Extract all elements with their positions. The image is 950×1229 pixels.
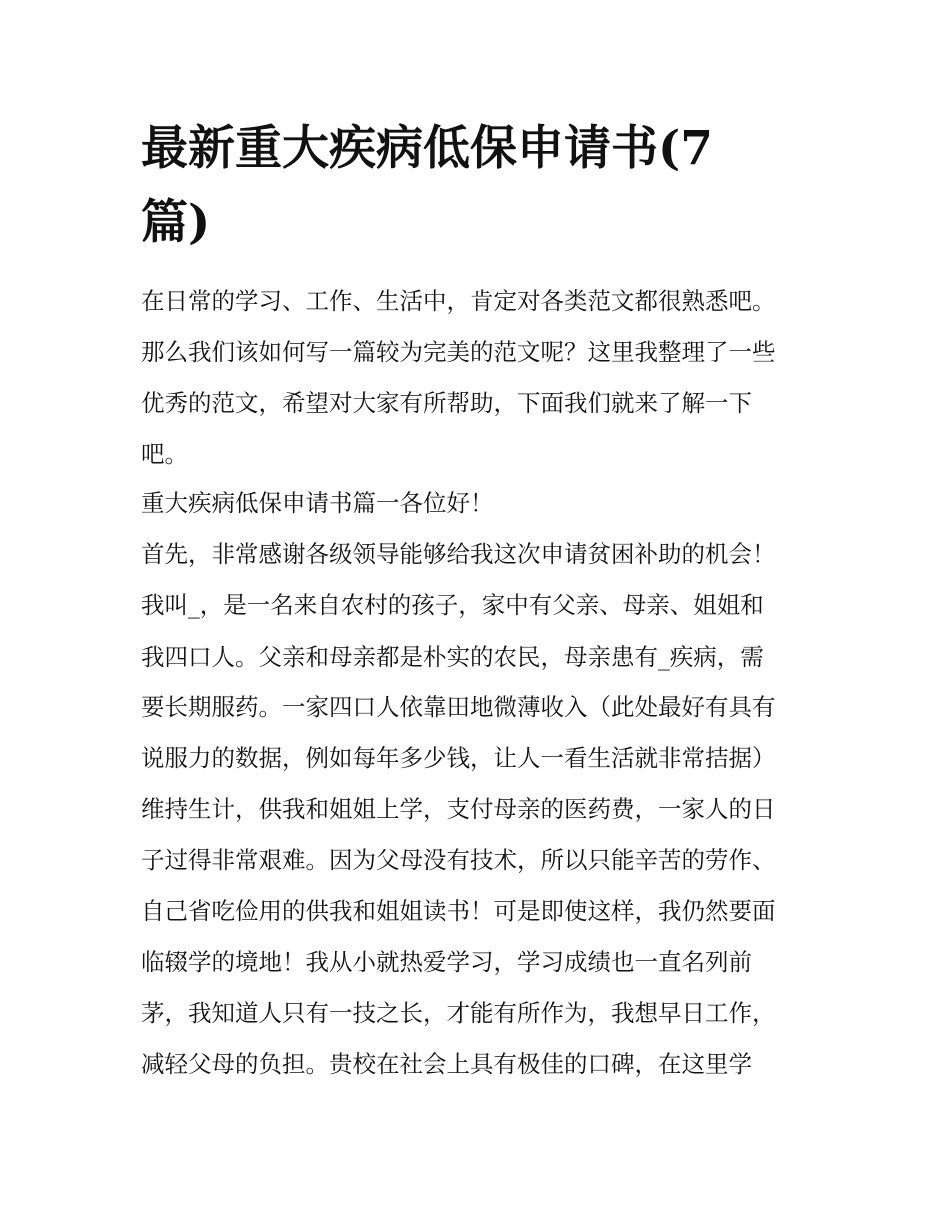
body-line: 子过得非常艰难。因为父母没有技术，所以只能辛苦的劳作、 <box>141 846 776 874</box>
body-line: 我四口人。父亲和母亲都是朴实的农民，母亲患有_疾病，需 <box>141 643 764 671</box>
intro-line: 优秀的范文，希望对大家有所帮助，下面我们就来了解一下 <box>141 389 752 417</box>
body-line: 要长期服药。一家四口人依靠田地微薄收入（此处最好有具有 <box>141 693 776 721</box>
body-line: 茅，我知道人只有一技之长，才能有所作为，我想早日工作， <box>141 999 776 1027</box>
intro-line: 那么我们该如何写一篇较为完美的范文呢？这里我整理了一些 <box>141 338 776 366</box>
section-heading: 重大疾病低保申请书篇一各位好！ <box>141 489 494 517</box>
body-line: 首先，非常感谢各级领导能够给我这次申请贫困补助的机会！ <box>141 540 776 568</box>
intro-line: 吧。 <box>141 440 188 468</box>
document-title: 最新重大疾病低保申请书(7篇) <box>141 121 713 250</box>
intro-line: 在日常的学习、工作、生活中，肯定对各类范文都很熟悉吧。 <box>141 287 776 315</box>
body-line: 说服力的数据，例如每年多少钱，让人一看生活就非常拮据） <box>141 744 776 772</box>
body-line: 自己省吃俭用的供我和姐姐读书！可是即使这样，我仍然要面 <box>141 897 776 925</box>
body-line: 维持生计，供我和姐姐上学，支付母亲的医药费，一家人的日 <box>141 795 776 823</box>
body-line: 我叫_，是一名来自农村的孩子，家中有父亲、母亲、姐姐和 <box>141 591 764 619</box>
body-line: 临辍学的境地！我从小就热爱学习，学习成绩也一直名列前 <box>141 948 752 976</box>
body-line: 减轻父母的负担。贵校在社会上具有极佳的口碑，在这里学 <box>141 1050 752 1078</box>
